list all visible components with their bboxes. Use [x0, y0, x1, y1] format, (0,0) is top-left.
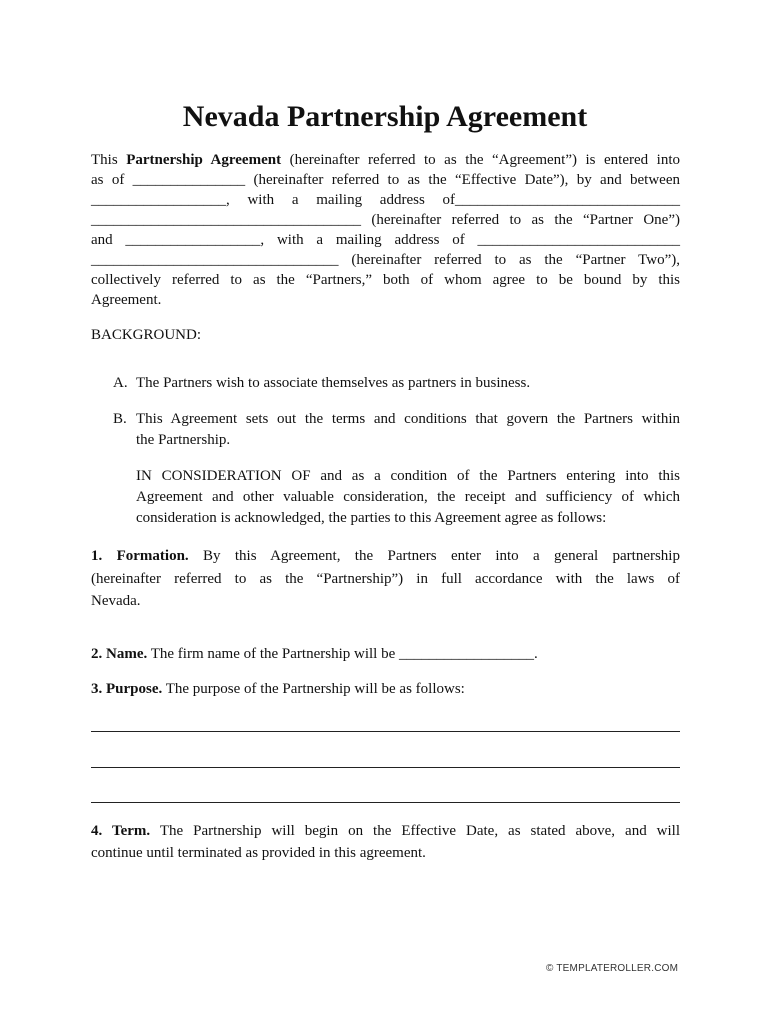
background-item-a: The Partners wish to associate themselves as partners in business. [136, 375, 531, 391]
intro-line: as of _______________ (hereinafter referred to as the “Effective Date”), by and between [91, 172, 680, 188]
intro-line: and __________________, with a mailing address of ___________________________ [91, 232, 680, 248]
background-heading: BACKGROUND: [91, 327, 202, 343]
section-name: 2. Name. The firm name of the Partnership will be __________________. [91, 646, 538, 662]
footer-copyright: © TEMPLATEROLLER.COM [546, 963, 679, 974]
intro-line: collectively referred to as the “Partners,” both of whom agree to be bound by this [91, 272, 680, 288]
background-item-a-marker: A. [113, 375, 128, 391]
purpose-blank-line[interactable] [91, 802, 680, 803]
document-title: Nevada Partnership Agreement [182, 100, 588, 133]
section-heading: 3. Purpose. [91, 681, 163, 697]
section-purpose: 3. Purpose. The purpose of the Partnership will be as follows: [91, 681, 465, 697]
background-item-b-marker: B. [113, 411, 127, 427]
intro-line: ____________________________________ (hereinafter referred to as the “Partner One”) [91, 212, 680, 228]
intro-line: This Partnership Agreement (hereinafter referred to as the “Agreement”) is entered into [91, 152, 680, 168]
consideration-paragraph: IN CONSIDERATION OF and as a condition of the Partners entering into this Agreement and other valuable consideration, the receipt and sufficiency of which consideration is acknowledged, the parties to this Agreement agree as follows: [136, 468, 680, 526]
intro-paragraph [91, 150, 680, 310]
section-term: 4. Term. The Partnership will begin on the Effective Date, as stated above, and will continue until terminated as provided in this agreement. [91, 823, 681, 861]
purpose-blank-line[interactable] [91, 767, 680, 768]
section-heading: 1. Formation. [91, 548, 189, 564]
intro-line: Agreement. [91, 292, 162, 308]
intro-line: __________________, with a mailing address of______________________________ [91, 192, 680, 208]
purpose-blank-line[interactable] [91, 731, 680, 732]
background-item-b: This Agreement sets out the terms and conditions that govern the Partners within the Partnership. [136, 411, 680, 448]
intro-line: _________________________________ (hereinafter referred to as the “Partner Two”), [91, 252, 680, 268]
section-heading: 2. Name. [91, 646, 148, 662]
section-formation: 1. Formation. By this Agreement, the Partners enter into a general partnership (hereinafter referred to as the “Partnership”) in full accordance with the laws of Nevada. [91, 548, 680, 609]
intro-bold-term: Partnership Agreement [126, 152, 282, 168]
section-heading: 4. Term. [91, 823, 151, 839]
